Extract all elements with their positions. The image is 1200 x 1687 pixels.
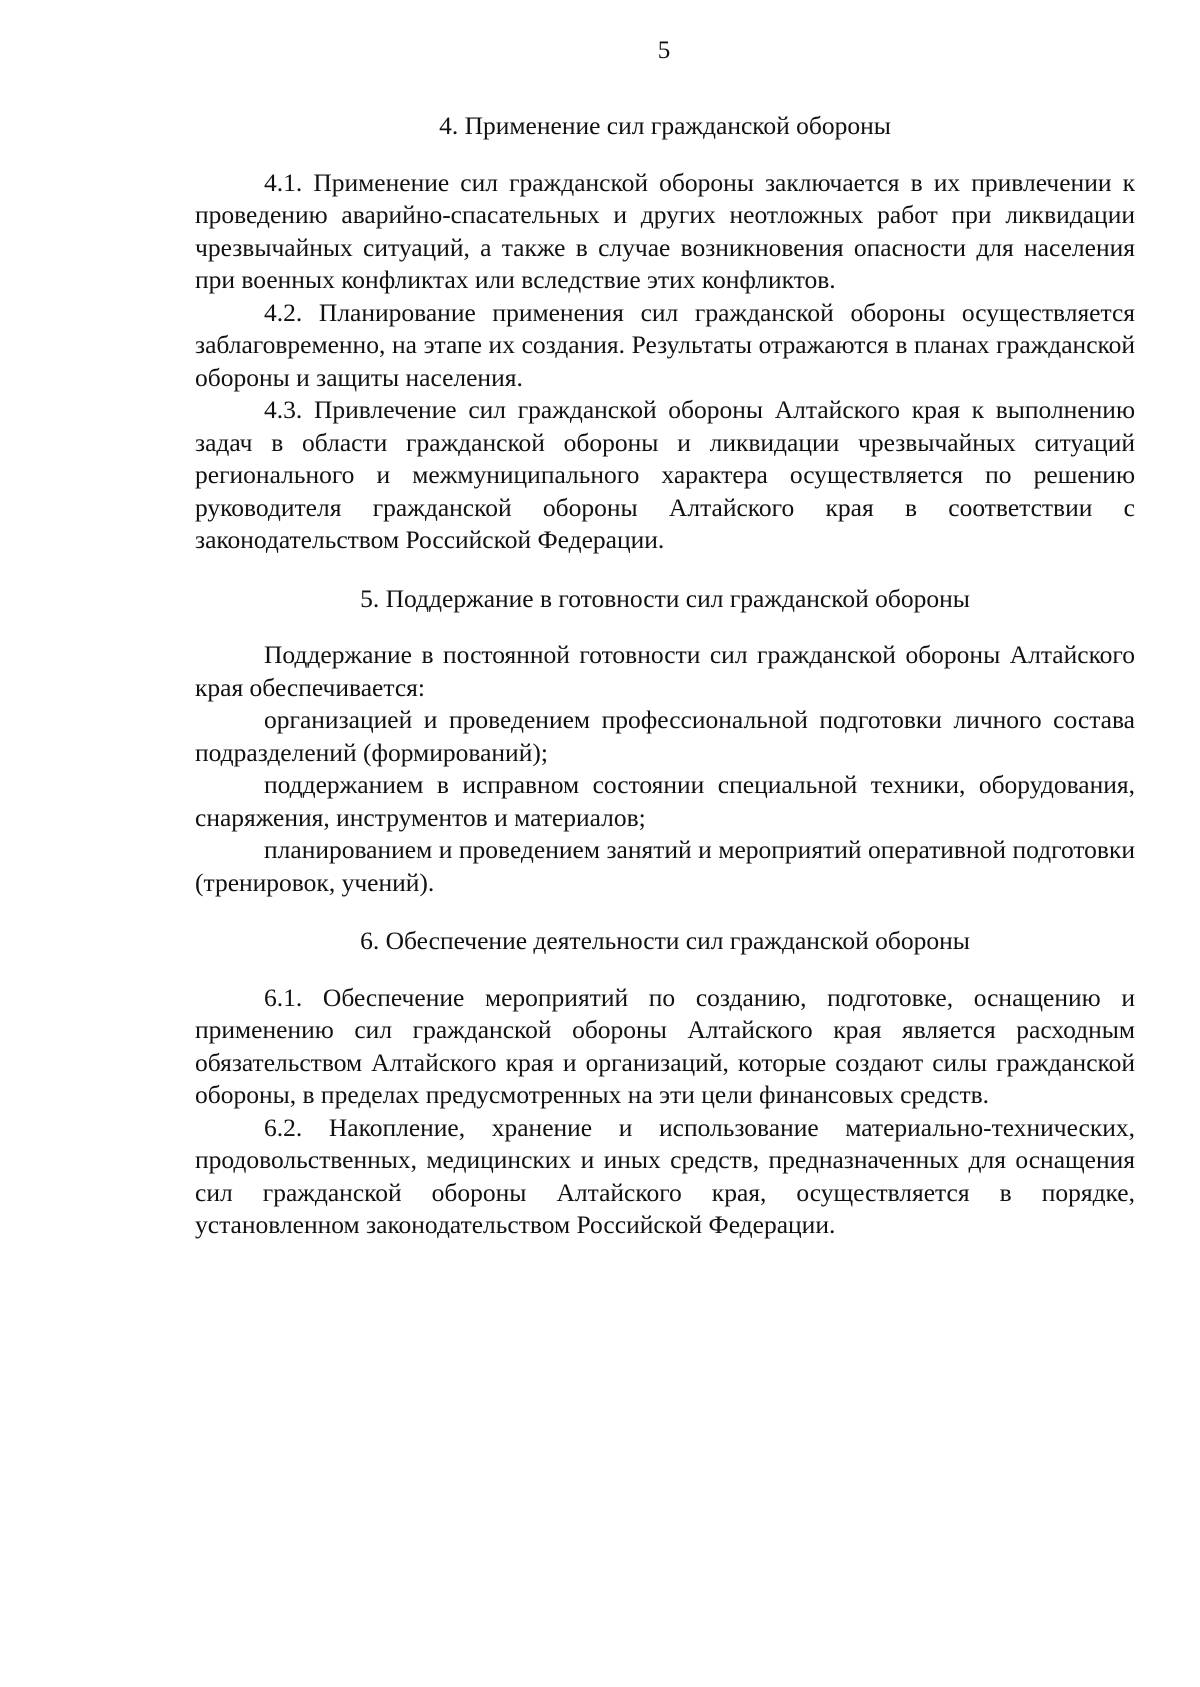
paragraph-4-3: 4.3. Привлечение сил гражданской обороны Алтайского края к выполнению задач в области гражданской обороны и ликвидации чрезвычайных ситуаций регионального и межмуниципального характера осуществляется по решению руководителя гражданской обороны Алтайского края в соответствии с законодательством Российской Федерации.	[195, 395, 1135, 554]
paragraph-5-item-3: планированием и проведением занятий и мероприятий оперативной подготовки (тренировок, учений).	[195, 835, 1135, 897]
paragraph-4-2: 4.2. Планирование применения сил гражданской обороны осуществляется заблаговременно, на этапе их создания. Результаты отражаются в планах гражданской обороны и защиты населения.	[195, 297, 1135, 392]
section-heading-6: 6. Обеспечение деятельности сил гражданской обороны	[360, 926, 970, 955]
paragraph-5-item-1: организацией и проведением профессиональной подготовки личного состава подразделений (формирований);	[195, 705, 1135, 767]
document-body	[195, 110, 1135, 1242]
section-heading-5: 5. Поддержание в готовности сил гражданской обороны	[360, 583, 970, 613]
paragraph-6-2: 6.2. Накопление, хранение и использование материально-технических, продовольственных, медицинских и иных средств, предназначенных для оснащения сил гражданской обороны Алтайского края, осуществляется в порядке, установленном законодательством Российской Федерации.	[195, 1112, 1135, 1239]
paragraph-6-1: 6.1. Обеспечение мероприятий по созданию, подготовке, оснащению и применению сил гражданской обороны Алтайского края является расходным обязательством Алтайского края и организаций, которые создают силы гражданской обороны, в пределах предусмотренных на эти цели финансовых средств.	[195, 982, 1135, 1109]
section-heading-4: 4. Применение сил гражданской обороны	[439, 111, 891, 140]
paragraph-5-intro: Поддержание в постоянной готовности сил гражданской обороны Алтайского края обеспечивается:	[195, 640, 1135, 702]
paragraph-4-1: 4.1. Применение сил гражданской обороны заключается в их привлечении к проведению аварийно-спасательных и других неотложных работ при ликвидации чрезвычайных ситуаций, а также в случае возникновения опасности для населения при военных конфликтах или вследствие этих конфликтов.	[195, 167, 1135, 294]
paragraph-5-item-2: поддержанием в исправном состоянии специальной техники, оборудования, снаряжения, инструментов и материалов;	[195, 770, 1135, 832]
page-number: 5	[657, 37, 671, 64]
